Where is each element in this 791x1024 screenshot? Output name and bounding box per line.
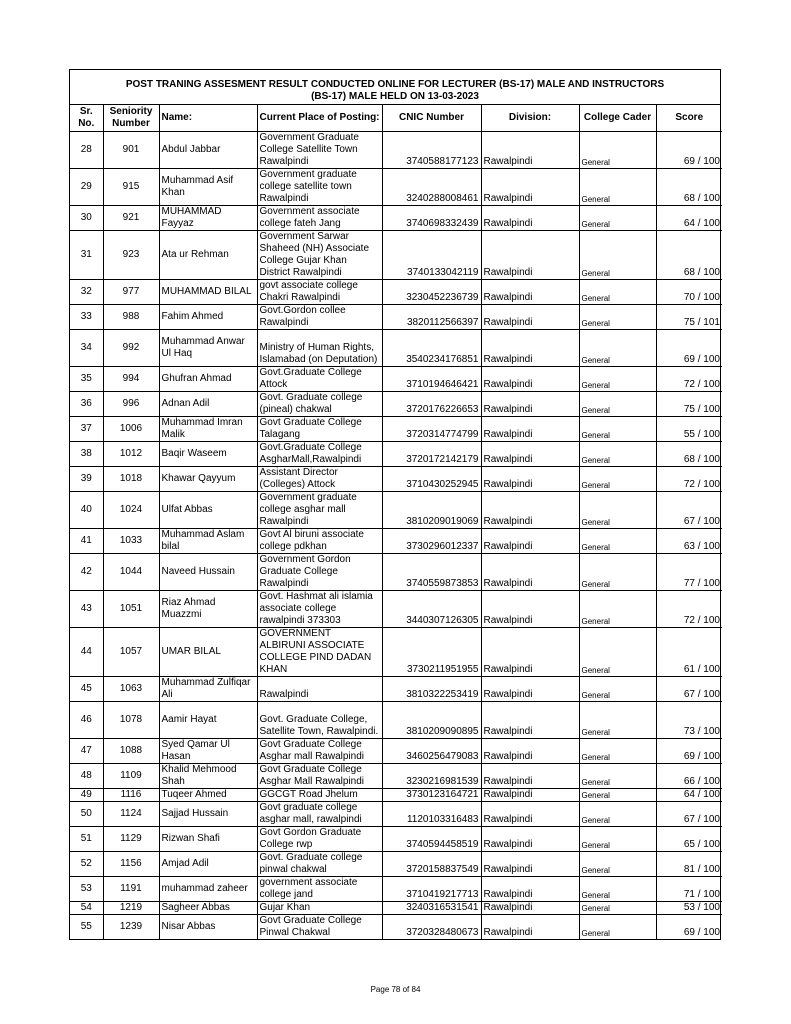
place-of-posting: Govt.Graduate College AsgharMall,Rawalpindi [257,442,382,467]
table-row [70,392,722,417]
candidate-name: Fahim Ahmed [159,305,257,330]
sr-number: 31 [70,231,103,280]
cnic-number: 3710430252945 [382,467,481,492]
header-cadre: College Cader [579,105,656,132]
division: Rawalpindi [481,367,579,392]
sr-number: 35 [70,367,103,392]
candidate-name: UMAR BILAL [159,628,257,677]
seniority-number: 994 [103,367,159,392]
candidate-name: Sajjad Hussain [159,802,257,827]
cnic-number: 3720172142179 [382,442,481,467]
place-of-posting: Govt. Graduate college pinwal chakwal [257,852,382,877]
sr-number: 29 [70,169,103,206]
score: 67 / 100 [656,677,722,702]
page-number: Page 78 of 84 [370,985,421,994]
college-cadre: General [579,442,656,467]
sr-number: 49 [70,789,103,802]
cnic-number: 3540234176851 [382,330,481,367]
place-of-posting: government associate college jand [257,877,382,902]
score: 61 / 100 [656,628,722,677]
seniority-number: 921 [103,206,159,231]
division: Rawalpindi [481,417,579,442]
candidate-name: Muhammad Imran Malik [159,417,257,442]
seniority-number: 1116 [103,789,159,802]
table-row [70,206,722,231]
cnic-number: 3440307126305 [382,591,481,628]
sr-number: 46 [70,702,103,739]
candidate-name: Muhammad Asif Khan [159,169,257,206]
place-of-posting: Assistant Director (Colleges) Attock [257,467,382,492]
seniority-number: 1012 [103,442,159,467]
seniority-number: 1078 [103,702,159,739]
cnic-number: 3710419217713 [382,877,481,902]
score: 81 / 100 [656,852,722,877]
sr-number: 51 [70,827,103,852]
division: Rawalpindi [481,392,579,417]
table-row [70,902,722,915]
division: Rawalpindi [481,702,579,739]
sr-number: 40 [70,492,103,529]
results-table [70,105,722,939]
sr-number: 37 [70,417,103,442]
college-cadre: General [579,827,656,852]
division: Rawalpindi [481,677,579,702]
seniority-number: 1063 [103,677,159,702]
sr-number: 30 [70,206,103,231]
seniority-number: 1124 [103,802,159,827]
cnic-number: 1120103316483 [382,802,481,827]
cnic-number: 3740133042119 [382,231,481,280]
seniority-number: 1006 [103,417,159,442]
college-cadre: General [579,677,656,702]
candidate-name: Ulfat Abbas [159,492,257,529]
seniority-number: 923 [103,231,159,280]
division: Rawalpindi [481,169,579,206]
place-of-posting: Govt Graduate College Talagang [257,417,382,442]
table-row [70,827,722,852]
seniority-number: 996 [103,392,159,417]
table-row [70,764,722,789]
place-of-posting: Government Graduate College Satellite Town Rawalpindi [257,132,382,169]
place-of-posting: Ministry of Human Rights, Islamabad (on Deputation) [257,330,382,367]
seniority-number: 1088 [103,739,159,764]
division: Rawalpindi [481,915,579,940]
cnic-number: 3720158837549 [382,852,481,877]
table-row [70,852,722,877]
cnic-number: 3720314774799 [382,417,481,442]
score: 63 / 100 [656,529,722,554]
table-row [70,305,722,330]
sr-number: 36 [70,392,103,417]
division: Rawalpindi [481,305,579,330]
candidate-name: Khawar Qayyum [159,467,257,492]
division: Rawalpindi [481,231,579,280]
division: Rawalpindi [481,206,579,231]
header-score: Score [656,105,722,132]
seniority-number: 1024 [103,492,159,529]
college-cadre: General [579,231,656,280]
score: 75 / 101 [656,305,722,330]
seniority-number: 1044 [103,554,159,591]
division: Rawalpindi [481,789,579,802]
college-cadre: General [579,702,656,739]
sr-number: 50 [70,802,103,827]
sr-number: 52 [70,852,103,877]
score: 64 / 100 [656,789,722,802]
score: 67 / 100 [656,492,722,529]
candidate-name: Adnan Adil [159,392,257,417]
score: 67 / 100 [656,802,722,827]
candidate-name: Muhammad Aslam bilal [159,529,257,554]
table-row [70,915,722,940]
college-cadre: General [579,392,656,417]
table-row [70,367,722,392]
college-cadre: General [579,132,656,169]
candidate-name: Riaz Ahmad Muazzmi [159,591,257,628]
table-row [70,169,722,206]
division: Rawalpindi [481,802,579,827]
table-row [70,702,722,739]
cnic-number: 3740698332439 [382,206,481,231]
seniority-number: 1057 [103,628,159,677]
table-row [70,677,722,702]
seniority-number: 1191 [103,877,159,902]
table-row [70,739,722,764]
sr-number: 54 [70,902,103,915]
division: Rawalpindi [481,330,579,367]
sr-number: 38 [70,442,103,467]
place-of-posting: Govt.Graduate College Attock [257,367,382,392]
sr-number: 34 [70,330,103,367]
place-of-posting: Govt graduate college asghar mall, rawalpindi [257,802,382,827]
score: 69 / 100 [656,915,722,940]
score: 69 / 100 [656,132,722,169]
cnic-number: 3740594458519 [382,827,481,852]
cnic-number: 3740588177123 [382,132,481,169]
seniority-number: 1156 [103,852,159,877]
division: Rawalpindi [481,132,579,169]
sr-number: 43 [70,591,103,628]
sr-number: 28 [70,132,103,169]
college-cadre: General [579,852,656,877]
place-of-posting: Govt. Graduate College, Satellite Town, Rawalpindi. [257,702,382,739]
candidate-name: Muhammad Zulfiqar Ali [159,677,257,702]
college-cadre: General [579,417,656,442]
table-row [70,492,722,529]
division: Rawalpindi [481,492,579,529]
division: Rawalpindi [481,877,579,902]
candidate-name: Rizwan Shafi [159,827,257,852]
place-of-posting: GOVERNMENT ALBIRUNI ASSOCIATE COLLEGE PIND DADAN KHAN [257,628,382,677]
cnic-number: 3810209019069 [382,492,481,529]
candidate-name: Ata ur Rehman [159,231,257,280]
score: 69 / 100 [656,739,722,764]
table-row [70,280,722,305]
score: 66 / 100 [656,764,722,789]
seniority-number: 1018 [103,467,159,492]
cnic-number: 3240316531541 [382,902,481,915]
score: 70 / 100 [656,280,722,305]
college-cadre: General [579,367,656,392]
division: Rawalpindi [481,827,579,852]
score: 72 / 100 [656,367,722,392]
place-of-posting: Government graduate college asghar mall Rawalpindi [257,492,382,529]
cnic-number: 3810209090895 [382,702,481,739]
college-cadre: General [579,467,656,492]
candidate-name: Khalid Mehmood Shah [159,764,257,789]
division: Rawalpindi [481,739,579,764]
sr-number: 47 [70,739,103,764]
place-of-posting: Govt Graduate College Pinwal Chakwal [257,915,382,940]
college-cadre: General [579,591,656,628]
cnic-number: 3230216981539 [382,764,481,789]
table-row [70,231,722,280]
seniority-number: 1051 [103,591,159,628]
college-cadre: General [579,330,656,367]
candidate-name: Muhammad Anwar Ul Haq [159,330,257,367]
college-cadre: General [579,902,656,915]
sr-number: 53 [70,877,103,902]
seniority-number: 901 [103,132,159,169]
sr-number: 39 [70,467,103,492]
header-row [70,105,722,132]
place-of-posting: Govt Graduate College Asghar mall Rawalpindi [257,739,382,764]
candidate-name: Abdul Jabbar [159,132,257,169]
college-cadre: General [579,529,656,554]
cnic-number: 3740559873853 [382,554,481,591]
score: 72 / 100 [656,591,722,628]
cnic-number: 3730296012337 [382,529,481,554]
header-cnic: CNIC Number [382,105,481,132]
sr-number: 33 [70,305,103,330]
college-cadre: General [579,169,656,206]
division: Rawalpindi [481,628,579,677]
score: 69 / 100 [656,330,722,367]
place-of-posting: Government graduate college satellite town Rawalpindi [257,169,382,206]
seniority-number: 977 [103,280,159,305]
division: Rawalpindi [481,554,579,591]
header-name: Name: [159,105,257,132]
division: Rawalpindi [481,467,579,492]
table-row [70,789,722,802]
table-row [70,529,722,554]
college-cadre: General [579,739,656,764]
place-of-posting: Govt.Gordon collee Rawalpindi [257,305,382,330]
candidate-name: Syed Qamar Ul Hasan [159,739,257,764]
college-cadre: General [579,280,656,305]
score: 71 / 100 [656,877,722,902]
cnic-number: 3720176226653 [382,392,481,417]
cnic-number: 3230452236739 [382,280,481,305]
college-cadre: General [579,915,656,940]
seniority-number: 1033 [103,529,159,554]
table-row [70,877,722,902]
score: 65 / 100 [656,827,722,852]
score: 75 / 100 [656,392,722,417]
sr-number: 44 [70,628,103,677]
cnic-number: 3820112566397 [382,305,481,330]
sr-number: 32 [70,280,103,305]
candidate-name: Aamir Hayat [159,702,257,739]
division: Rawalpindi [481,591,579,628]
score: 72 / 100 [656,467,722,492]
candidate-name: Tuqeer Ahmed [159,789,257,802]
division: Rawalpindi [481,442,579,467]
college-cadre: General [579,492,656,529]
cnic-number: 3240288008461 [382,169,481,206]
division: Rawalpindi [481,764,579,789]
college-cadre: General [579,628,656,677]
candidate-name: MUHAMMAD BILAL [159,280,257,305]
score: 77 / 100 [656,554,722,591]
table-row [70,442,722,467]
table-row [70,591,722,628]
candidate-name: Naveed Hussain [159,554,257,591]
header-sr: Sr. No. [70,105,103,132]
place-of-posting: Government associate college fateh Jang [257,206,382,231]
division: Rawalpindi [481,280,579,305]
header-place: Current Place of Posting: [257,105,382,132]
sr-number: 41 [70,529,103,554]
place-of-posting: Government Gordon Graduate College Rawalpindi [257,554,382,591]
sr-number: 45 [70,677,103,702]
college-cadre: General [579,764,656,789]
candidate-name: Nisar Abbas [159,915,257,940]
document-title [70,70,720,105]
cnic-number: 3710194646421 [382,367,481,392]
seniority-number: 988 [103,305,159,330]
score: 53 / 100 [656,902,722,915]
sr-number: 42 [70,554,103,591]
college-cadre: General [579,877,656,902]
candidate-name: Ghufran Ahmad [159,367,257,392]
title-line: (BS-17) MALE HELD ON 13-03-2023 [311,91,479,102]
place-of-posting: GGCGT Road Jhelum [257,789,382,802]
score: 73 / 100 [656,702,722,739]
college-cadre: General [579,554,656,591]
header-division: Division: [481,105,579,132]
college-cadre: General [579,206,656,231]
results-sheet [69,69,721,940]
candidate-name: Amjad Adil [159,852,257,877]
score: 68 / 100 [656,169,722,206]
cnic-number: 3730211951955 [382,628,481,677]
table-row [70,417,722,442]
cnic-number: 3730123164721 [382,789,481,802]
division: Rawalpindi [481,852,579,877]
place-of-posting: Govt Al biruni associate college pdkhan [257,529,382,554]
seniority-number: 1109 [103,764,159,789]
college-cadre: General [579,789,656,802]
table-row [70,554,722,591]
header-seniority: Seniority Number [103,105,159,132]
table-row [70,330,722,367]
table-body [70,132,722,940]
cnic-number: 3810322253419 [382,677,481,702]
place-of-posting: Govt Graduate College Asghar Mall Rawalpindi [257,764,382,789]
candidate-name: Sagheer Abbas [159,902,257,915]
cnic-number: 3720328480673 [382,915,481,940]
place-of-posting: Government Sarwar Shaheed (NH) Associate College Gujar Khan District Rawalpindi [257,231,382,280]
sr-number: 48 [70,764,103,789]
seniority-number: 1239 [103,915,159,940]
cnic-number: 3460256479083 [382,739,481,764]
seniority-number: 992 [103,330,159,367]
seniority-number: 1129 [103,827,159,852]
table-row [70,802,722,827]
college-cadre: General [579,305,656,330]
division: Rawalpindi [481,902,579,915]
table-row [70,132,722,169]
place-of-posting: Govt. Graduate college (pineal) chakwal [257,392,382,417]
place-of-posting: Gujar Khan [257,902,382,915]
candidate-name: MUHAMMAD Fayyaz [159,206,257,231]
score: 68 / 100 [656,442,722,467]
place-of-posting: Govt Gordon Graduate College rwp [257,827,382,852]
table-row [70,467,722,492]
candidate-name: muhammad zaheer [159,877,257,902]
seniority-number: 1219 [103,902,159,915]
sr-number: 55 [70,915,103,940]
table-row [70,628,722,677]
place-of-posting: Govt. Hashmat ali islamia associate college rawalpindi 373303 [257,591,382,628]
place-of-posting: govt associate college Chakri Rawalpindi [257,280,382,305]
score: 55 / 100 [656,417,722,442]
division: Rawalpindi [481,529,579,554]
candidate-name: Baqir Waseem [159,442,257,467]
college-cadre: General [579,802,656,827]
score: 64 / 100 [656,206,722,231]
score: 68 / 100 [656,231,722,280]
title-line: POST TRANING ASSESMENT RESULT CONDUCTED ONLINE FOR LECTURER (BS-17) MALE AND INSTRUCTORS [125,79,665,90]
seniority-number: 915 [103,169,159,206]
place-of-posting: Rawalpindi [257,677,382,702]
